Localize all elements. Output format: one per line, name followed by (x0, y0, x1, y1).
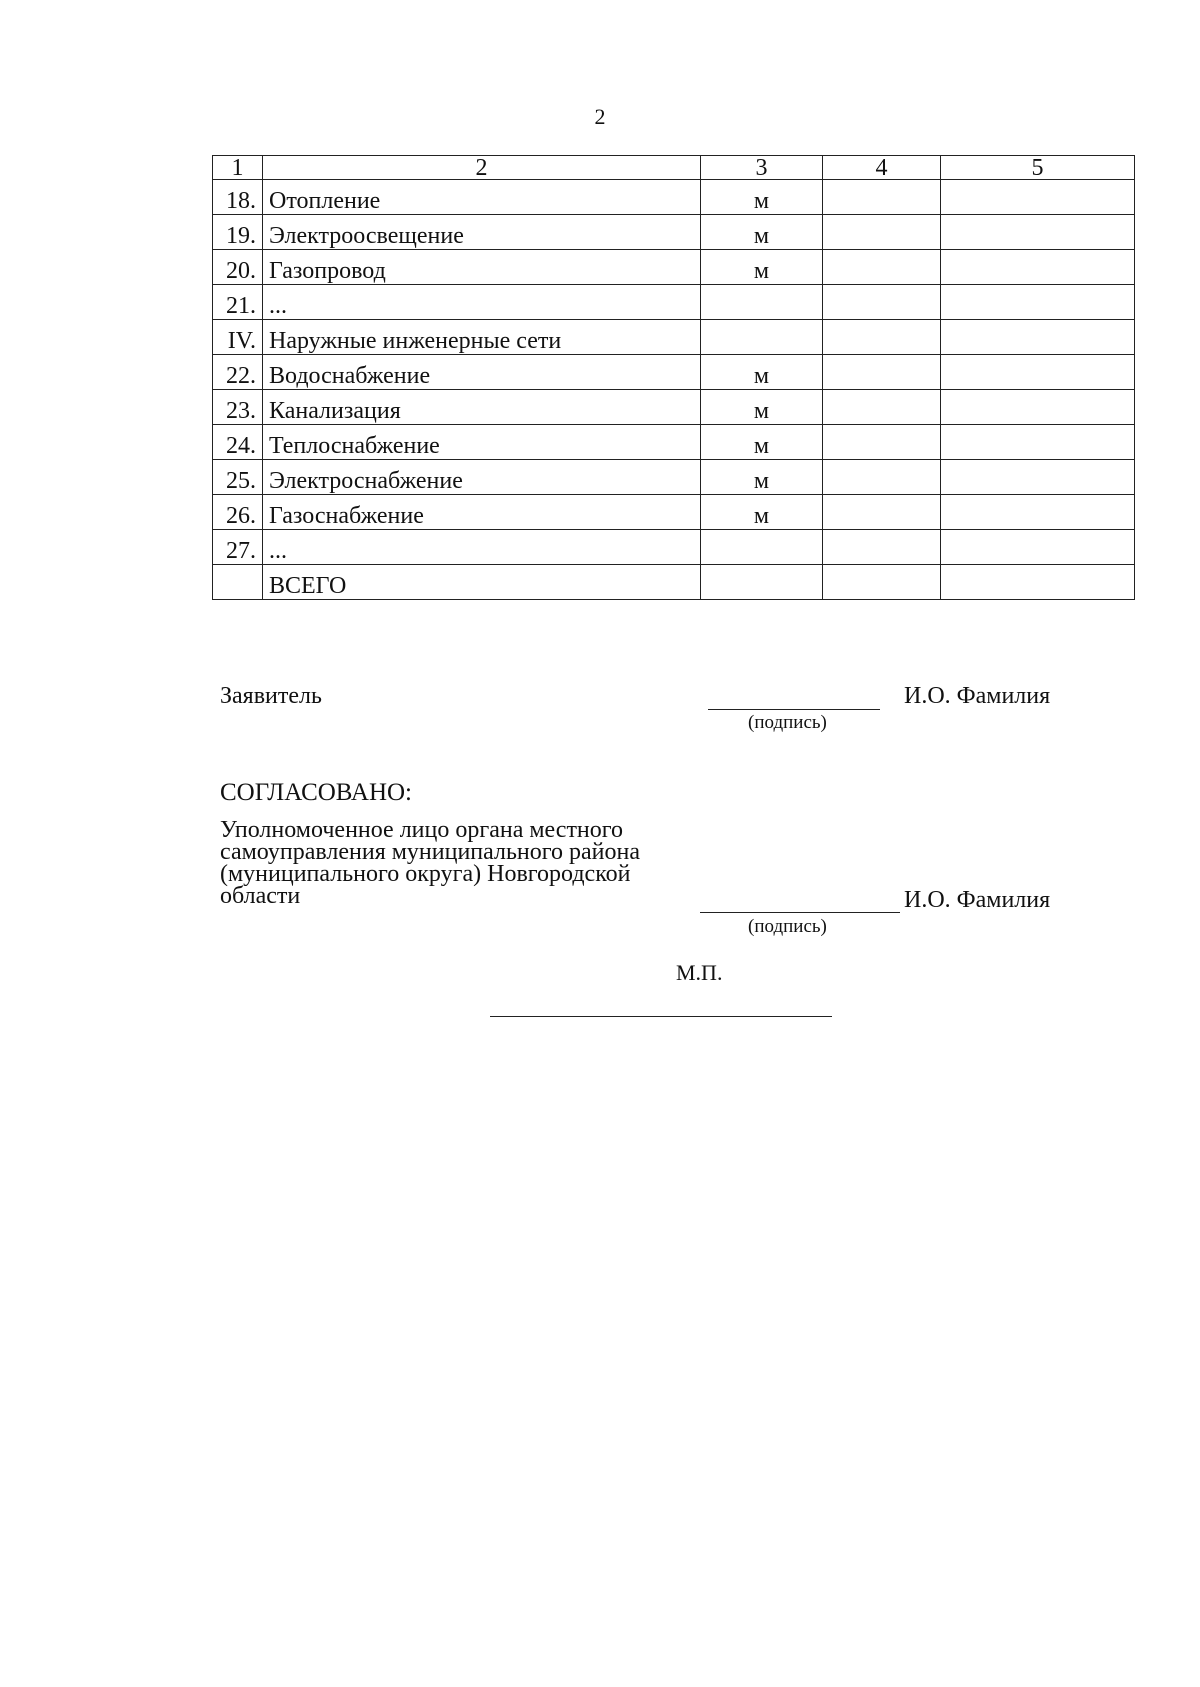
table-row (213, 495, 1135, 530)
table-total-row (213, 565, 1135, 600)
row-unit (701, 320, 823, 355)
row-number: 23. (213, 390, 263, 425)
row-unit: м (701, 250, 823, 285)
header-cell-2: 2 (263, 156, 701, 180)
table-row (213, 215, 1135, 250)
table-header-row (213, 156, 1135, 180)
row-name: ... (263, 285, 701, 320)
row-col4[interactable] (823, 320, 941, 355)
row-col5[interactable] (941, 565, 1135, 600)
row-unit: м (701, 355, 823, 390)
row-col5[interactable] (941, 180, 1135, 215)
table-row (213, 530, 1135, 565)
row-col4[interactable] (823, 355, 941, 390)
page-number: 2 (594, 104, 606, 129)
row-unit: м (701, 390, 823, 425)
table-row (213, 250, 1135, 285)
row-col5[interactable] (941, 215, 1135, 250)
row-col4[interactable] (823, 425, 941, 460)
row-number (213, 565, 263, 600)
row-number: IV. (213, 320, 263, 355)
row-unit (701, 285, 823, 320)
row-col4[interactable] (823, 565, 941, 600)
row-name: ВСЕГО (263, 565, 701, 600)
row-number: 21. (213, 285, 263, 320)
header-cell-4: 4 (823, 156, 941, 180)
row-name: Газопровод (263, 250, 701, 285)
table-row (213, 390, 1135, 425)
row-col5[interactable] (941, 530, 1135, 565)
row-number: 27. (213, 530, 263, 565)
row-name: Отопление (263, 180, 701, 215)
applicant-label: Заявитель (220, 683, 322, 709)
row-number: 19. (213, 215, 263, 250)
row-number: 24. (213, 425, 263, 460)
row-number: 18. (213, 180, 263, 215)
row-unit: м (701, 180, 823, 215)
row-col4[interactable] (823, 285, 941, 320)
applicant-signature-caption: (подпись) (748, 712, 827, 733)
row-unit: м (701, 425, 823, 460)
row-col4[interactable] (823, 180, 941, 215)
row-col5[interactable] (941, 320, 1135, 355)
header-cell-3: 3 (701, 156, 823, 180)
row-name: Канализация (263, 390, 701, 425)
row-col5[interactable] (941, 390, 1135, 425)
row-col4[interactable] (823, 250, 941, 285)
approval-signature-caption: (подпись) (748, 916, 827, 937)
row-col5[interactable] (941, 250, 1135, 285)
row-number: 22. (213, 355, 263, 390)
table-row (213, 355, 1135, 390)
row-unit (701, 530, 823, 565)
header-cell-1: 1 (213, 156, 263, 180)
row-unit: м (701, 495, 823, 530)
row-unit: м (701, 460, 823, 495)
official-line-1: Уполномоченное лицо органа местного (220, 817, 624, 843)
row-name: ... (263, 530, 701, 565)
row-col4[interactable] (823, 495, 941, 530)
row-col4[interactable] (823, 460, 941, 495)
row-col5[interactable] (941, 285, 1135, 320)
row-number: 26. (213, 495, 263, 530)
row-name: Электроосвещение (263, 215, 701, 250)
row-col5[interactable] (941, 495, 1135, 530)
table-row (213, 285, 1135, 320)
stamp-label: М.П. (676, 960, 723, 985)
header-cell-5: 5 (941, 156, 1135, 180)
works-table (212, 155, 1135, 600)
table-row (213, 425, 1135, 460)
row-unit (701, 565, 823, 600)
row-number: 20. (213, 250, 263, 285)
row-col5[interactable] (941, 425, 1135, 460)
approval-official-text (220, 819, 640, 907)
row-name: Электроснабжение (263, 460, 701, 495)
row-name: Водоснабжение (263, 355, 701, 390)
bottom-rule (490, 1016, 832, 1017)
table-row (213, 180, 1135, 215)
approval-name: И.О. Фамилия (904, 887, 1051, 913)
row-name: Теплоснабжение (263, 425, 701, 460)
row-col4[interactable] (823, 390, 941, 425)
row-col4[interactable] (823, 215, 941, 250)
official-line-3: (муниципального округа) Новгородской (220, 861, 631, 887)
table-row (213, 320, 1135, 355)
table-row (213, 460, 1135, 495)
row-col5[interactable] (941, 460, 1135, 495)
row-col5[interactable] (941, 355, 1135, 390)
approval-signature-line[interactable] (700, 912, 900, 913)
applicant-signature-line[interactable] (708, 709, 880, 710)
official-line-4: области (220, 883, 301, 909)
row-col4[interactable] (823, 530, 941, 565)
row-name: Наружные инженерные сети (263, 320, 701, 355)
applicant-name: И.О. Фамилия (904, 683, 1051, 709)
row-name: Газоснабжение (263, 495, 701, 530)
row-number: 25. (213, 460, 263, 495)
row-unit: м (701, 215, 823, 250)
official-line-2: самоуправления муниципального района (220, 839, 641, 865)
approval-heading: СОГЛАСОВАНО: (220, 779, 413, 806)
